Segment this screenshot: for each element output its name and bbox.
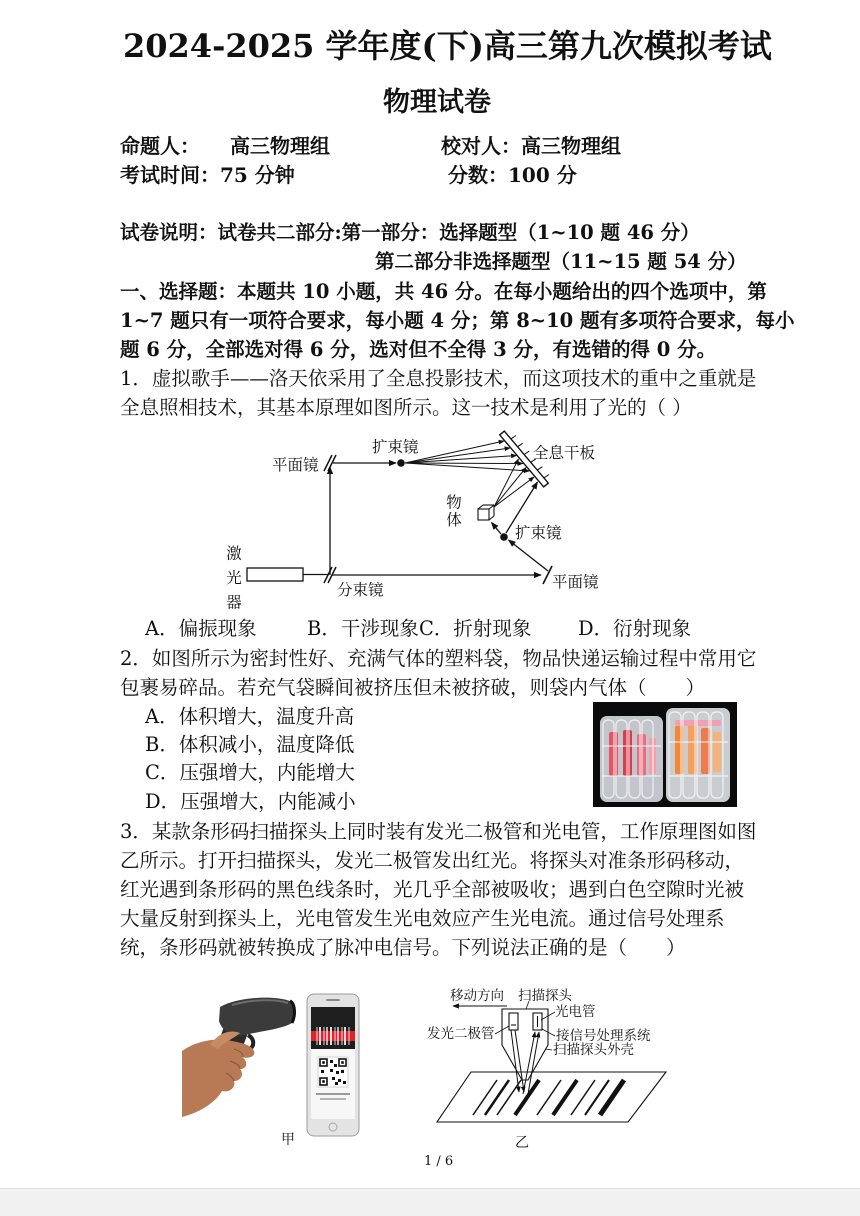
exam-title: 2024-2025 学年度(下)高三第九次模拟考试: [123, 27, 772, 65]
exam-score: 分数：100 分: [448, 163, 577, 187]
hand: [182, 1039, 254, 1117]
qr-code: [318, 1057, 348, 1087]
scan-red-band: [311, 1031, 355, 1041]
question-1-option-d: D．衍射现象: [578, 617, 692, 640]
laser-label: 激光器: [224, 545, 242, 619]
move-direction-label: 移动方向: [450, 988, 504, 1004]
page-bottom-edge: [0, 1188, 860, 1216]
barcode-surface: [437, 1072, 666, 1122]
question-3-text: 大量反射到探头上，光电管发生光电效应产生光电流。通过信号处理系: [120, 907, 725, 930]
signal-system-label: 接信号处理系统: [556, 1028, 651, 1044]
question-1-text: 全息照相技术，其基本原理如图所示。这一技术是利用了光的（ ）: [120, 396, 692, 419]
top-mirror-label: 平面镜: [272, 456, 319, 474]
scanner-principle-diagram: [425, 985, 670, 1135]
laser-body: [247, 568, 303, 581]
question-3-text: 红光遇到条形码的黑色线条时，光几乎全部被吸收；遇到白色空隙时光被: [120, 878, 745, 901]
page-number: 1 / 6: [424, 1154, 454, 1169]
probe-label: 扫描探头: [518, 988, 572, 1004]
screen-text-line: [316, 1093, 350, 1095]
author-label: 命题人：: [120, 134, 200, 158]
top-expander-label: 扩束镜: [372, 438, 419, 456]
instructions-line-1: 试卷说明：试卷共二部分:第一部分：选择题型（1~10 题 46 分）: [120, 221, 700, 244]
right-air-bag: [666, 708, 730, 802]
barcode-bar: [485, 1080, 509, 1115]
led: [509, 1013, 518, 1030]
question-2-option-b: B．体积减小，温度降低: [145, 733, 355, 756]
scan-area: [311, 1007, 355, 1049]
section-one-line: 1~7 题只有一项符合要求，每小题 4 分；第 8~10 题有多项符合要求，每小: [120, 309, 795, 332]
probe-shell-label: 扫描探头外壳: [553, 1042, 634, 1058]
screen-text-line: [320, 1098, 346, 1100]
shell-leader: [545, 1049, 552, 1050]
section-one-line: 一、选择题：本题共 10 小题，共 46 分。在每小题给出的四个选项中，第: [120, 280, 767, 303]
exam-duration: 考试时间：75 分钟: [120, 163, 295, 187]
question-1-option-a: A．偏振现象: [145, 617, 257, 640]
figure-caption-b: 乙: [515, 1135, 529, 1151]
figure-caption-a: 甲: [281, 1132, 295, 1148]
top-beam-expander-dot: [397, 459, 405, 467]
left-air-bag: [600, 716, 663, 802]
author-name: 高三物理组: [230, 134, 330, 158]
question-3-text: 统，条形码就被转换成了脉冲电信号。下列说法正确的是（ ）: [120, 936, 686, 959]
led-label: 发光二极管: [427, 1026, 495, 1042]
question-2-text: 2．如图所示为密封性好、充满气体的塑料袋，物品快递运输过程中常用它: [120, 647, 757, 670]
question-2-option-a: A．体积增大，温度升高: [145, 705, 355, 728]
scanner-head: [219, 998, 294, 1036]
object-label: 物体: [444, 494, 462, 529]
barcode-bar: [600, 1080, 624, 1115]
checker-info: 校对人：高三物理组: [441, 134, 621, 158]
question-2-option-c: C．压强增大，内能增大: [145, 761, 355, 784]
bottom-mirror-label: 平面镜: [552, 573, 599, 591]
phone-photo: [306, 993, 360, 1138]
plate-label: 全息干板: [533, 444, 596, 462]
beam-mirror-to-bottom-expander: [509, 540, 549, 571]
barcode-bar: [473, 1080, 497, 1115]
question-1-option-b: B．干涉现象: [307, 617, 419, 640]
question-3-text: 乙所示。打开扫描探头，发光二极管发出红光。将探头对准条形码移动，: [120, 849, 745, 872]
barcode-bars: [473, 1080, 624, 1115]
question-2-text: 包裹易碎品。若充气袋瞬间被挤压但未被挤破，则袋内气体（ ）: [120, 676, 706, 699]
top-plane-mirror: [324, 455, 332, 471]
phone-speaker: [326, 999, 340, 1001]
question-3-text: 3．某款条形码扫描探头上同时装有发光二极管和光电管，工作原理图如图: [120, 820, 757, 843]
scanner-photo: [182, 993, 297, 1118]
instructions-line-2: 第二部分非选择题型（11~15 题 54 分）: [375, 250, 747, 273]
exam-subtitle: 物理试卷: [383, 87, 491, 118]
bottom-expander-label: 扩束镜: [515, 524, 562, 542]
question-1-text: 1．虚拟歌手——洛天依采用了全息投影技术，而这项技术的重中之重就是: [120, 367, 757, 390]
object-cube: [478, 505, 494, 520]
bottom-beam-expander-dot: [500, 533, 508, 541]
question-2-option-d: D．压强增大，内能减小: [145, 790, 356, 813]
section-one-line: 题 6 分，全部选对得 6 分，选对但不全得 3 分，有选错的得 0 分。: [120, 338, 717, 361]
phototube-label: 光电管: [555, 1004, 596, 1020]
question-1-option-c: C．折射现象: [419, 617, 532, 640]
beam-expander-to-object: [492, 523, 502, 535]
air-bag-photo: [593, 702, 737, 807]
splitter-label: 分束镜: [337, 581, 384, 599]
